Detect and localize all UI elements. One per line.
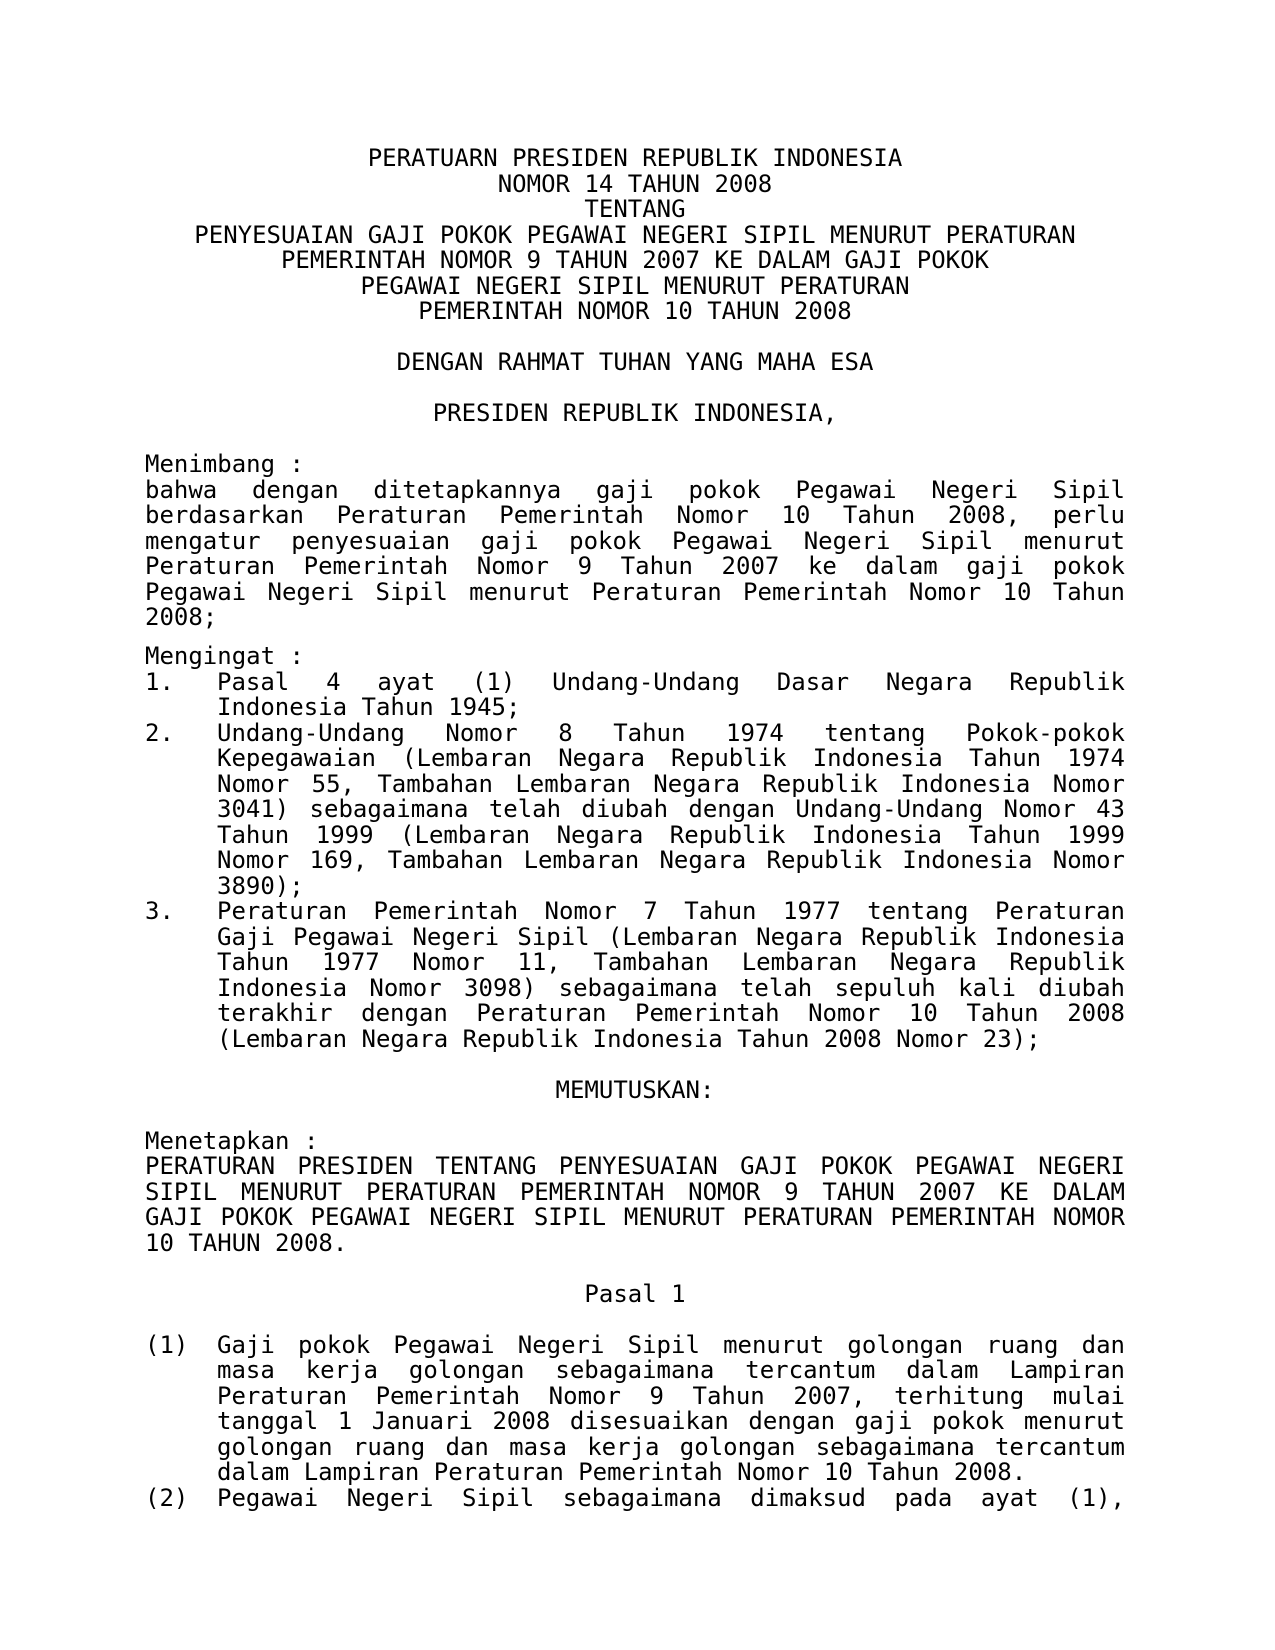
item-body bbox=[217, 667, 1125, 721]
menetapkan-section bbox=[145, 1126, 1125, 1257]
mengingat-section bbox=[145, 644, 1125, 1052]
menimbang-body bbox=[145, 475, 1125, 631]
text-line: Tahun 1999 (Lembaran Negara Republik Indonesia Tahun 1999 bbox=[217, 820, 1125, 849]
mengingat-item-3 bbox=[145, 899, 1125, 1052]
text-line: 3041) sebagaimana telah diubah dengan Undang-Undang Nomor 43 bbox=[217, 795, 1125, 823]
text-line: Peraturan Pemerintah Nomor 7 Tahun 1977 tentang Peraturan bbox=[217, 897, 1125, 925]
title-line: TENTANG bbox=[584, 195, 686, 223]
item-body bbox=[217, 1483, 1125, 1512]
text-line: Gaji pokok Pegawai Negeri Sipil menurut golongan ruang dan bbox=[217, 1330, 1125, 1359]
mengingat-item-2 bbox=[145, 718, 1125, 900]
text-line: PERATURAN PRESIDEN TENTANG PENYESUAIAN GAJI POKOK PEGAWAI NEGERI bbox=[145, 1152, 1125, 1180]
text-line: golongan ruang dan masa kerja golongan sebagaimana tercantum bbox=[217, 1432, 1125, 1461]
text-line: Gaji Pegawai Negeri Sipil (Lembaran Negara Republik Indonesia bbox=[217, 922, 1125, 951]
text-line: Indonesia Nomor 3098) sebagaimana telah sepuluh kali diubah bbox=[217, 973, 1125, 1002]
menetapkan-body bbox=[145, 1154, 1125, 1256]
text-line: Kepegawaian (Lembaran Negara Republik Indonesia Tahun 1974 bbox=[217, 744, 1125, 772]
text-line: Pegawai Negeri Sipil sebagaimana dimaksud pada ayat (1), bbox=[217, 1483, 1125, 1512]
text-line: (Lembaran Negara Republik Indonesia Tahun 2008 Nomor 23); bbox=[217, 1024, 1041, 1053]
menimbang-section bbox=[145, 452, 1125, 631]
text-line: Nomor 169, Tambahan Lembaran Negara Republik Indonesia Nomor bbox=[217, 846, 1125, 874]
item-number: 1. bbox=[145, 667, 174, 696]
text-line: mengatur penyesuaian gaji pokok Pegawai Negeri Sipil menurut bbox=[145, 526, 1125, 555]
text-line: Undang-Undang Nomor 8 Tahun 1974 tentang Pokok-pokok bbox=[217, 718, 1125, 747]
document-title bbox=[145, 146, 1125, 325]
text-line: Tahun 1977 Nomor 11, Tambahan Lembaran Negara Republik bbox=[217, 948, 1125, 976]
pasal-1-body bbox=[145, 1330, 1125, 1512]
text-line: tanggal 1 Januari 2008 disesuaikan dengan gaji pokok menurut bbox=[217, 1407, 1125, 1435]
pasal-1-item-1 bbox=[145, 1330, 1125, 1486]
item-number: 2. bbox=[145, 718, 174, 747]
title-line: PERATUARN PRESIDEN REPUBLIK INDONESIA bbox=[367, 144, 903, 172]
item-number: (2) bbox=[145, 1483, 189, 1512]
text-line: Nomor 55, Tambahan Lembaran Negara Republik Indonesia Nomor bbox=[217, 769, 1125, 798]
text-line: Pasal 4 ayat (1) Undang-Undang Dasar Negara Republik bbox=[217, 667, 1125, 696]
item-number: (1) bbox=[145, 1330, 189, 1359]
text-line: Pegawai Negeri Sipil menurut Peraturan Pemerintah Nomor 10 Tahun bbox=[145, 577, 1125, 606]
item-body bbox=[217, 718, 1125, 900]
memutuskan-heading: MEMUTUSKAN: bbox=[555, 1075, 715, 1104]
pasal-1-heading: Pasal 1 bbox=[584, 1279, 686, 1308]
title-line: PEMERINTAH NOMOR 9 TAHUN 2007 KE DALAM GAJI POKOK bbox=[280, 246, 989, 274]
text-line: SIPIL MENURUT PERATURAN PEMERINTAH NOMOR 9 TAHUN 2007 KE DALAM bbox=[145, 1177, 1125, 1206]
menetapkan-label: Menetapkan : bbox=[145, 1126, 319, 1155]
title-line: PEGAWAI NEGERI SIPIL MENURUT PERATURAN bbox=[360, 271, 910, 300]
title-line: PENYESUAIAN GAJI POKOK PEGAWAI NEGERI SIPIL MENURUT PERATURAN bbox=[194, 220, 1076, 249]
text-line: Peraturan Pemerintah Nomor 9 Tahun 2007 ke dalam gaji pokok bbox=[145, 552, 1125, 580]
text-line: terakhir dengan Peraturan Pemerintah Nomor 10 Tahun 2008 bbox=[217, 999, 1125, 1027]
menimbang-label: Menimbang : bbox=[145, 450, 304, 478]
pasal-1-item-2 bbox=[145, 1483, 1125, 1512]
text-line: 10 TAHUN 2008. bbox=[145, 1228, 348, 1257]
mengingat-item-1 bbox=[145, 667, 1125, 721]
text-line: 2008; bbox=[145, 603, 218, 631]
text-line: berdasarkan Peraturan Pemerintah Nomor 10 Tahun 2008, perlu bbox=[145, 501, 1125, 529]
invocation-line: DENGAN RAHMAT TUHAN YANG MAHA ESA bbox=[396, 348, 874, 376]
title-line: NOMOR 14 TAHUN 2008 bbox=[497, 169, 773, 198]
text-line: Peraturan Pemerintah Nomor 9 Tahun 2007, terhitung mulai bbox=[217, 1381, 1125, 1410]
title-line: PEMERINTAH NOMOR 10 TAHUN 2008 bbox=[418, 297, 852, 325]
text-line: bahwa dengan ditetapkannya gaji pokok Pegawai Negeri Sipil bbox=[145, 475, 1125, 504]
text-line: Indonesia Tahun 1945; bbox=[217, 693, 521, 721]
text-line: dalam Lampiran Peraturan Pemerintah Nomor 10 Tahun 2008. bbox=[217, 1458, 1027, 1486]
issuer-line: PRESIDEN REPUBLIK INDONESIA, bbox=[432, 399, 838, 427]
item-body bbox=[217, 1330, 1125, 1486]
text-line: 3890); bbox=[217, 871, 304, 900]
mengingat-label: Mengingat : bbox=[145, 642, 304, 670]
text-line: masa kerja golongan sebagaimana tercantum dalam Lampiran bbox=[217, 1356, 1125, 1384]
item-number: 3. bbox=[145, 897, 174, 925]
item-body bbox=[217, 899, 1125, 1052]
text-line: GAJI POKOK PEGAWAI NEGERI SIPIL MENURUT PERATURAN PEMERINTAH NOMOR bbox=[145, 1203, 1125, 1231]
